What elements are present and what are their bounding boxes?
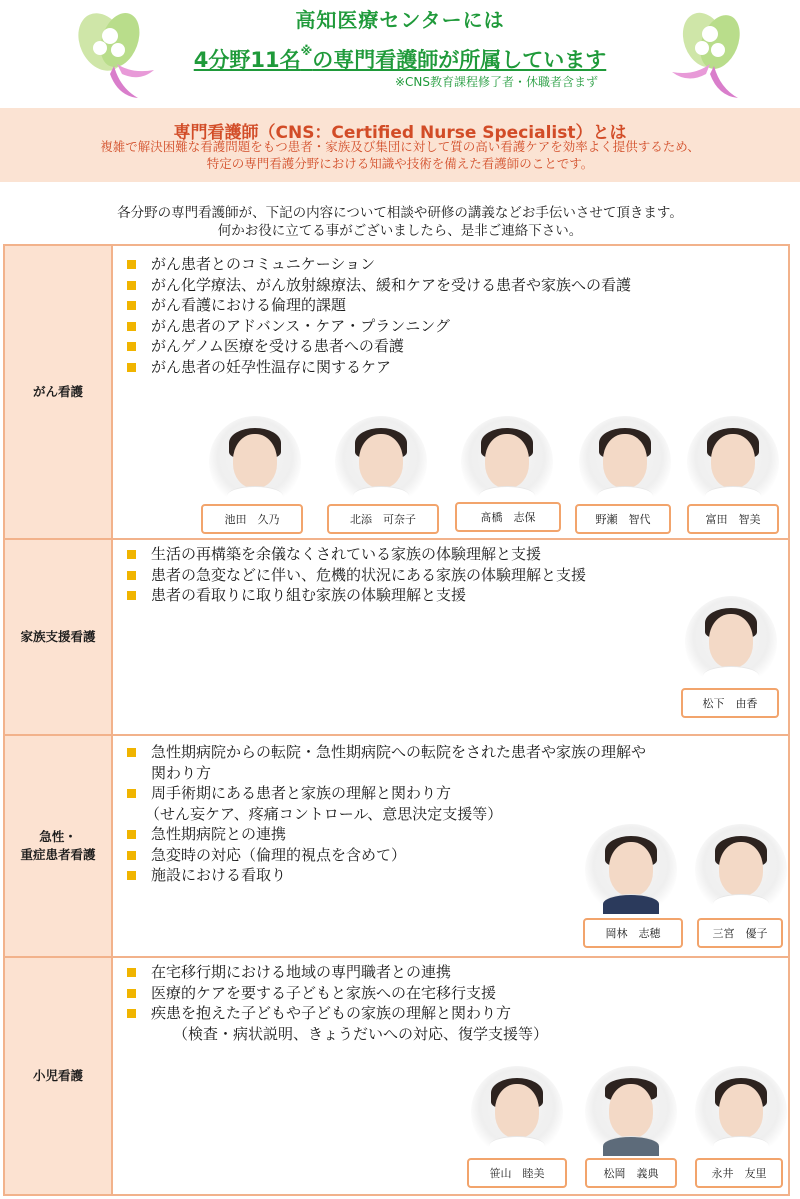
list-item-continuation [123, 1024, 548, 1045]
staff-photo [209, 416, 301, 508]
list-item [123, 316, 631, 337]
definition-line: 複雑で解決困難な看護問題をもつ患者・家族及び集団に対して質の高い看護ケアを効率よく提供するため、 [100, 139, 700, 154]
section-label [5, 736, 113, 956]
staff-photo [579, 416, 671, 508]
page-subtitle [0, 44, 800, 74]
staff-photo [461, 416, 553, 508]
list-item-text: 生活の再構築を余儀なくされている家族の体験理解と支援 [151, 545, 542, 563]
list-item-text: 医療的ケアを要する子どもと家族への在宅移行支援 [151, 983, 497, 1002]
staff-name: 松岡 義典 [585, 1158, 677, 1188]
list-item-text: がん看護における倫理的課題 [151, 296, 347, 314]
list-item-text: （検査・病状説明、きょうだいへの対応、復学支援等） [173, 1024, 549, 1043]
list-item [123, 544, 586, 565]
list-item [123, 865, 646, 886]
bullet-icon [127, 968, 136, 977]
list-item-text: がん患者とのコミュニケーション [151, 255, 376, 273]
section-pediatric-nursing [3, 958, 790, 1196]
bullet-icon [127, 748, 136, 757]
list-item-continuation [123, 763, 646, 784]
list-item [123, 783, 646, 804]
topic-list [123, 742, 646, 886]
staff-count-text: 4分野11名 [193, 48, 301, 72]
list-item [123, 742, 646, 763]
list-item-text: 在宅移行期における地域の専門職者との連携 [151, 963, 452, 981]
list-item [123, 565, 586, 586]
staff-name: 笹山 睦美 [467, 1158, 567, 1188]
list-item-text: がん患者のアドバンス・ケア・プランニング [151, 316, 450, 335]
list-item-text: 患者の急変などに伴い、危機的状況にある家族の体験理解と支援 [151, 565, 587, 584]
staff-name: 野瀬 智代 [575, 504, 671, 534]
list-item [123, 824, 646, 845]
staff-photo [695, 824, 787, 916]
staff-photo [687, 416, 779, 508]
list-item [123, 983, 548, 1004]
topic-list [123, 544, 586, 606]
bullet-icon [127, 363, 136, 372]
definition-line: 特定の専門看護分野における知識や技術を備えた看護師のことです。 [206, 156, 594, 171]
list-item [123, 1003, 548, 1024]
bullet-icon [127, 830, 136, 839]
list-item-text: 患者の看取りに取り組む家族の体験理解と支援 [151, 586, 467, 604]
bullet-icon [127, 851, 136, 860]
section-label-line: 急性・ [39, 829, 77, 844]
list-item-text: （せん妄ケア、疼痛コントロール、意思決定支援等） [145, 804, 503, 823]
section-label: 小児看護 [5, 958, 113, 1194]
bullet-icon [127, 989, 136, 998]
staff-photo [585, 824, 677, 916]
staff-name: 富田 智美 [687, 504, 779, 534]
bullet-icon [127, 789, 136, 798]
list-item-text: 関わり方 [151, 763, 212, 782]
staff-photo [685, 596, 777, 688]
intro-line: 各分野の専門看護師が、下記の内容について相談や研修の講義などお手伝いさせて頂きます。 [117, 205, 683, 221]
list-item [123, 295, 631, 316]
definition-text [0, 138, 800, 172]
section-cancer-nursing [3, 244, 790, 540]
staff-photo [695, 1066, 787, 1158]
list-item-text: 急性期病院からの転院・急性期病院への転院をされた患者や家族の理解や [151, 743, 647, 761]
topic-list [123, 962, 548, 1044]
section-label: 家族支援看護 [5, 540, 113, 734]
list-item [123, 845, 646, 866]
list-item-text: がんゲノム医療を受ける患者への看護 [151, 337, 404, 355]
list-item-text: がん化学療法、がん放射線療法、緩和ケアを受ける患者や家族への看護 [151, 275, 632, 294]
list-item-text: 急性期病院との連携 [151, 825, 287, 843]
note-mark: ※ [300, 44, 313, 58]
staff-name: 池田 久乃 [201, 504, 303, 534]
staff-name: 北添 可奈子 [327, 504, 439, 534]
staff-name: 三宮 優子 [697, 918, 783, 948]
bullet-icon [127, 342, 136, 351]
topic-list [123, 254, 631, 377]
list-item-text: 急変時の対応（倫理的視点を含めて） [151, 845, 407, 864]
staff-name: 松下 由香 [681, 688, 779, 718]
staff-photo [471, 1066, 563, 1158]
bullet-icon [127, 301, 136, 310]
list-item [123, 585, 586, 606]
list-item [123, 357, 631, 378]
bullet-icon [127, 571, 136, 580]
definition-title: 専門看護師（CNS：Certified Nurse Specialist）とは [173, 123, 627, 143]
bullet-icon [127, 322, 136, 331]
staff-name: 永井 友里 [695, 1158, 783, 1188]
list-item [123, 962, 548, 983]
bullet-icon [127, 1009, 136, 1018]
list-item [123, 254, 631, 275]
page-header [0, 0, 800, 100]
list-item-text: がん患者の妊孕性温存に関するケア [151, 357, 392, 376]
section-family-nursing [3, 540, 790, 736]
section-label-line: 重症患者看護 [20, 847, 96, 862]
list-item [123, 275, 631, 296]
list-item-text: 疾患を抱えた子どもや子どもの家族の理解と関わり方 [151, 1004, 512, 1022]
bullet-icon [127, 871, 136, 880]
staff-photo [335, 416, 427, 508]
list-item [123, 336, 631, 357]
staff-name: 髙橋 志保 [455, 502, 561, 532]
list-item-continuation [123, 804, 646, 825]
page-title: 高知医療センターには [295, 8, 505, 32]
intro-line: 何かお役に立てる事がございましたら、是非ご連絡下さい。 [217, 223, 583, 239]
section-label: がん看護 [5, 246, 113, 538]
bullet-icon [127, 550, 136, 559]
staff-name: 岡林 志穂 [583, 918, 683, 948]
bullet-icon [127, 260, 136, 269]
staff-photo [585, 1066, 677, 1158]
list-item-text: 施設における看取り [151, 866, 287, 884]
bullet-icon [127, 281, 136, 290]
subtitle-rest: の専門看護師が所属しています [312, 48, 607, 72]
bullet-icon [127, 591, 136, 600]
footnote: ※CNS教育課程修了者・休職者含まず [395, 75, 599, 89]
list-item-text: 周手術期にある患者と家族の理解と関わり方 [151, 784, 452, 802]
section-critical-care-nursing [3, 736, 790, 958]
intro-text [0, 204, 800, 240]
